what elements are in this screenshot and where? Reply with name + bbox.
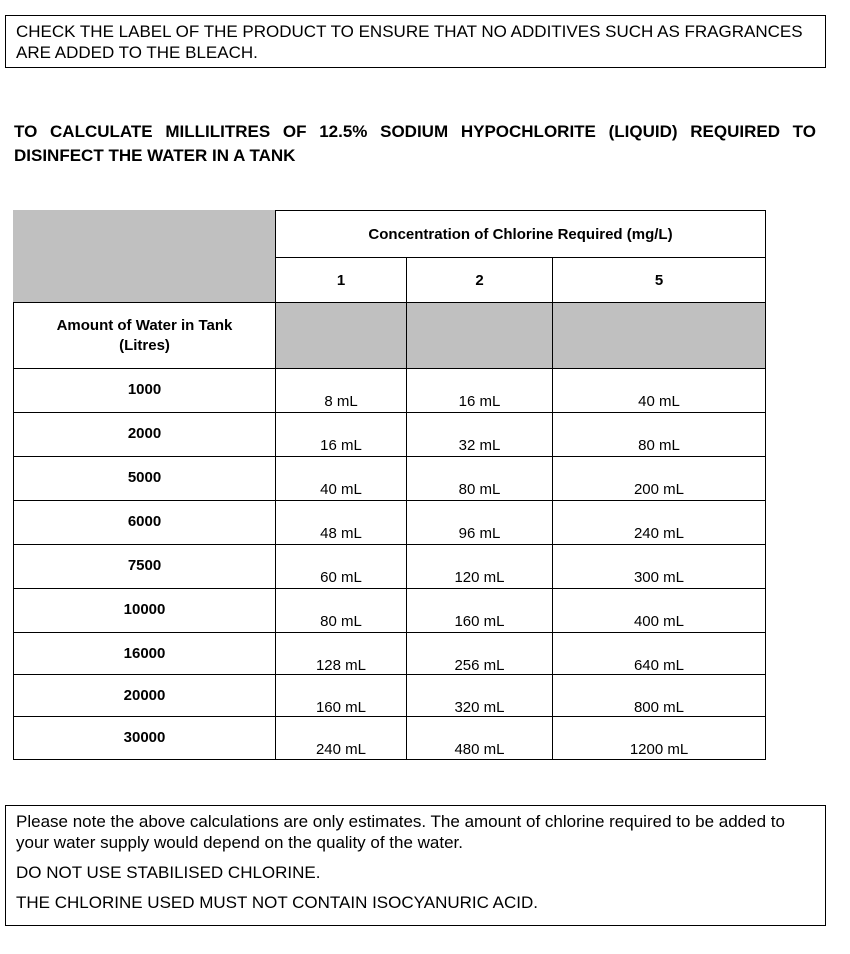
dosage-cell: 16 mL [406,368,553,413]
dosage-cell: 256 mL [406,632,553,675]
tank-litres-cell: 30000 [13,716,276,760]
grey-cell [275,302,407,369]
dosage-cell: 128 mL [275,632,407,675]
dosage-cell: 240 mL [552,500,766,545]
dosage-cell: 8 mL [275,368,407,413]
dosage-cell: 300 mL [552,544,766,589]
tank-litres-cell: 10000 [13,588,276,633]
grey-cell [552,302,766,369]
dosage-cell: 60 mL [275,544,407,589]
dosage-cell: 400 mL [552,588,766,633]
dosage-cell: 48 mL [275,500,407,545]
concentration-5: 5 [552,257,766,303]
tank-litres-cell: 20000 [13,674,276,717]
concentration-header: Concentration of Chlorine Required (mg/L) [275,210,766,258]
dosage-cell: 160 mL [275,674,407,717]
tank-litres-cell: 2000 [13,412,276,457]
concentration-2: 2 [406,257,553,303]
tank-litres-cell: 6000 [13,500,276,545]
row-header: Amount of Water in Tank (Litres) [13,302,276,369]
dosage-cell: 40 mL [552,368,766,413]
dosage-cell: 80 mL [275,588,407,633]
dosage-cell: 32 mL [406,412,553,457]
dosage-cell: 240 mL [275,716,407,760]
tank-litres-cell: 16000 [13,632,276,675]
notes-box [5,805,826,926]
dosage-cell: 200 mL [552,456,766,501]
dosage-cell: 160 mL [406,588,553,633]
grey-cell [406,302,553,369]
tank-litres-cell: 5000 [13,456,276,501]
dosage-cell: 480 mL [406,716,553,760]
dosage-cell: 96 mL [406,500,553,545]
dosage-cell: 320 mL [406,674,553,717]
dosage-cell: 80 mL [552,412,766,457]
stabilised-warning: DO NOT USE STABILISED CHLORINE. [16,863,321,882]
dosage-cell: 16 mL [275,412,407,457]
dosage-cell: 40 mL [275,456,407,501]
dosage-cell: 80 mL [406,456,553,501]
dosage-cell: 120 mL [406,544,553,589]
dosage-cell: 800 mL [552,674,766,717]
dosage-cell: 640 mL [552,632,766,675]
additives-notice: CHECK THE LABEL OF THE PRODUCT TO ENSURE THAT NO ADDITIVES SUCH AS FRAGRANCES ARE ADDED TO THE BLEACH. [5,15,826,68]
section-title: TO CALCULATE MILLILITRES OF 12.5% SODIUM HYPOCHLORITE (LIQUID) REQUIRED TO DISINFECT THE WATER IN A TANK [14,122,816,165]
empty-header-cell [13,210,275,302]
tank-litres-cell: 7500 [13,544,276,589]
estimate-note: Please note the above calculations are only estimates. The amount of chlorine required to be added to your water supply would depend on the quality of the water. [16,812,785,852]
dosage-cell: 1200 mL [552,716,766,760]
concentration-1: 1 [275,257,407,303]
tank-litres-cell: 1000 [13,368,276,413]
isocyanuric-warning: THE CHLORINE USED MUST NOT CONTAIN ISOCYANURIC ACID. [16,893,539,912]
